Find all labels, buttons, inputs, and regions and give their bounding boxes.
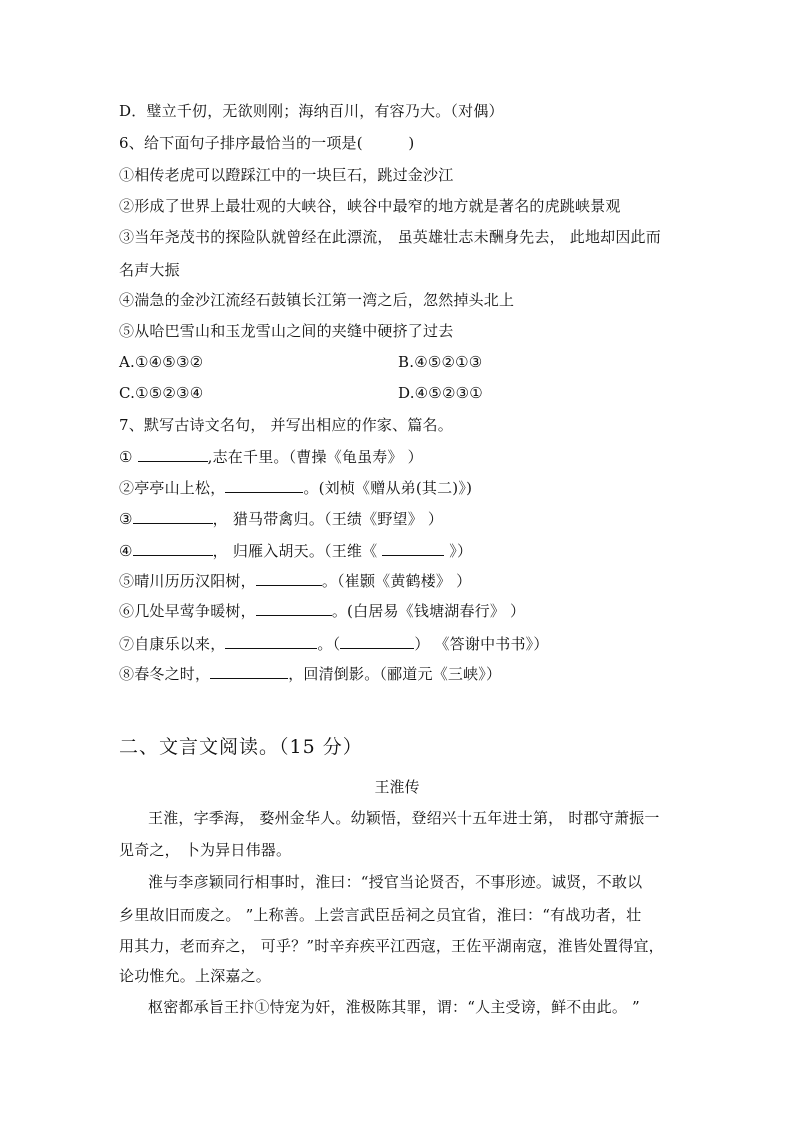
- answer-blank[interactable]: [210, 664, 288, 679]
- section-2-title: 二、文言文阅读。（15 分）: [119, 736, 363, 758]
- q7-item-4-middle: ， 归雁入胡天。（王维《: [212, 542, 383, 560]
- answer-blank[interactable]: [133, 509, 213, 524]
- q7-item-4: [119, 541, 472, 561]
- q7-item-7-suffix: ） 《答谢中书书》）: [414, 635, 549, 653]
- q5-option-d: D．璧立千仞，无欲则刚；海纳百川，有容乃大。（对偶）: [119, 102, 504, 120]
- q7-item-2: [119, 478, 472, 498]
- q6-option-c: C.①⑤②③④: [119, 384, 204, 402]
- q7-item-1: [119, 447, 423, 467]
- answer-blank[interactable]: [256, 571, 322, 586]
- answer-blank[interactable]: [138, 447, 208, 462]
- q6-sentence-2: ②形成了世界上最壮观的大峡谷，峡谷中最窄的地方就是著名的虎跳峡景观: [119, 197, 621, 215]
- q6-sentence-5: ⑤从哈巴雪山和玉龙雪山之间的夹缝中硬挤了过去: [119, 322, 454, 340]
- passage-para-2-line-1: 淮与李彦颖同行相事时，淮曰：“授官当论贤否，不事形迹。诚贤，不敢以: [148, 873, 643, 891]
- q6-sentence-3-line-1: ③当年尧茂书的探险队就曾经在此漂流， 虽英雄壮志未酬身先去， 此地却因此而: [119, 228, 661, 246]
- q6-stem: 6、给下面句子排序最恰当的一项是( ): [119, 134, 415, 152]
- q6-option-d: D.④⑤②③①: [398, 384, 483, 402]
- q7-item-7-prefix: ⑦自康乐以来，: [119, 635, 226, 653]
- passage-para-2-line-3: 用其力，老而弃之， 可乎？”时辛弃疾平江西寇，王佐平湖南寇，淮皆处置得宜，: [119, 937, 664, 955]
- q7-item-2-prefix: ②亭亭山上松，: [119, 479, 226, 497]
- q6-sentence-4: ④湍急的金沙江流经石鼓镇长江第一湾之后，忽然掉头北上: [119, 291, 515, 309]
- passage-para-3-line-1: 枢密都承旨王抃①恃宠为奸，淮极陈其罪，谓：“人主受谤，鲜不由此。 ”: [148, 998, 640, 1016]
- q7-item-6-suffix: 。(白居易《钱塘湖春行》 ）: [331, 602, 526, 620]
- q7-item-4-prefix: ④: [119, 542, 133, 560]
- q6-sentence-3-line-2: 名声大振: [119, 261, 180, 279]
- answer-blank[interactable]: [340, 634, 414, 649]
- q6-sentence-1: ①相传老虎可以蹬踩江中的一块巨石，跳过金沙江: [119, 166, 454, 184]
- passage-para-1-line-2: 见奇之， 卜为异日伟器。: [119, 841, 292, 859]
- q7-item-2-suffix: 。(刘桢《赠从弟(其二)》): [303, 479, 473, 497]
- q7-item-3: [119, 509, 443, 529]
- q7-item-1-prefix: ①: [119, 448, 138, 466]
- q7-item-5-prefix: ⑤晴川历历汉阳树，: [119, 572, 256, 590]
- q7-item-6: [119, 601, 525, 621]
- q7-item-5-suffix: 。（崔颢《黄鹤楼》 ）: [321, 572, 472, 590]
- q7-item-7: [119, 634, 549, 654]
- q7-item-5: [119, 571, 471, 591]
- q6-option-a: A.①④⑤③②: [119, 353, 204, 371]
- answer-blank[interactable]: [133, 541, 213, 556]
- q7-item-6-prefix: ⑥几处早莺争暖树，: [119, 602, 256, 620]
- answer-blank[interactable]: [382, 541, 444, 556]
- answer-blank[interactable]: [256, 601, 332, 616]
- q7-item-3-prefix: ③: [119, 510, 133, 528]
- q7-item-8-prefix: ⑧春冬之时，: [119, 665, 211, 683]
- q7-item-8: [119, 664, 501, 684]
- q7-item-8-suffix: ，回清倒影。（郦道元《三峡》）: [288, 665, 502, 683]
- passage-title: 王淮传: [374, 778, 420, 796]
- q7-item-1-suffix: ,志在千里。（曹操《龟虽寿》 ）: [207, 448, 423, 466]
- q7-item-3-suffix: ， 猎马带禽归。（王绩《野望》 ）: [212, 510, 444, 528]
- passage-para-2-line-4: 论功惟允。上深嘉之。: [119, 967, 272, 985]
- q7-item-4-suffix: 》）: [444, 542, 473, 560]
- q6-option-b: B.④⑤②①③: [398, 353, 483, 371]
- q7-stem: 7、默写古诗文名句， 并写出相应的作家、篇名。: [119, 416, 453, 434]
- passage-para-2-line-2: 乡里故旧而废之。 ”上称善。上尝言武臣岳祠之员宜省，淮曰：“有战功者，壮: [119, 906, 642, 924]
- passage-para-1-line-1: 王淮，字季海， 婺州金华人。幼颖悟，登绍兴十五年进士第， 时郡守萧振一: [148, 809, 660, 827]
- q7-item-7-middle: 。（: [317, 635, 341, 653]
- answer-blank[interactable]: [225, 478, 303, 493]
- answer-blank[interactable]: [225, 634, 317, 649]
